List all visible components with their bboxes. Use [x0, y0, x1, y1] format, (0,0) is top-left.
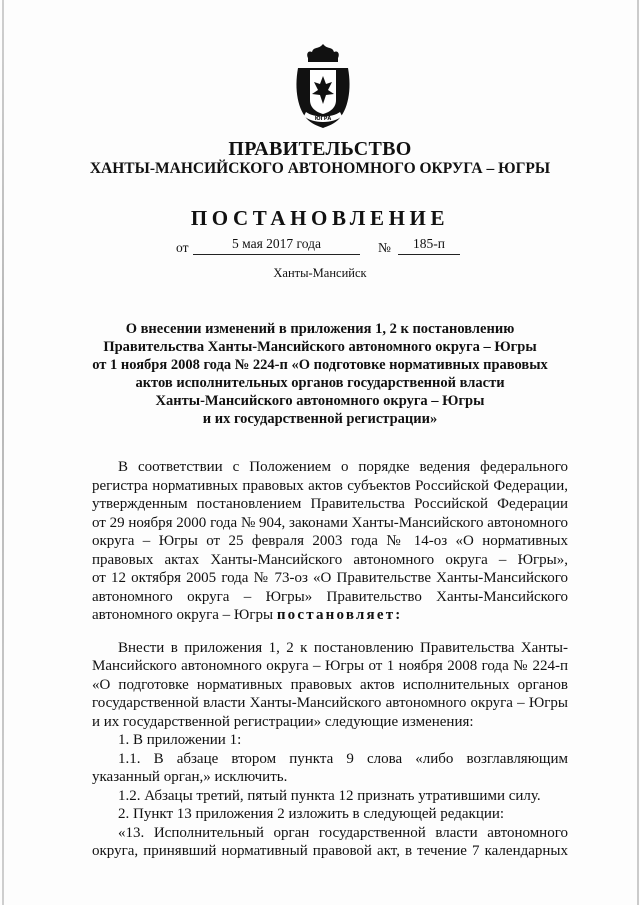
body-line: Внести в приложения 1, 2 к постановлению Правительства Ханты- — [118, 639, 568, 656]
heading-line: Правительства Ханты-Мансийского автономного округа – Югры — [103, 339, 537, 355]
body-line: В соответствии с Положением о порядке ведения федерального — [118, 459, 568, 475]
body-line: регистра нормативных правовых актов субъектов Российской Федерации, — [92, 477, 568, 494]
item-1: 1. В приложении 1: — [118, 732, 242, 748]
document-number: 185-п — [398, 236, 460, 255]
body-line: «О подготовке нормативных правовых актов исполнительных органов — [92, 676, 568, 693]
date-number-line — [0, 236, 640, 258]
scan-edge-left — [2, 0, 4, 905]
resolution-prefix: автономного округа – Югры — [92, 607, 277, 623]
document-heading — [60, 320, 580, 428]
heading-line: Ханты-Мансийского автономного округа – Югры — [155, 393, 485, 409]
body-line: Мансийского автономного округа – Югры от 1 ноября 2008 года № 224-п — [92, 658, 568, 674]
date-prefix: от — [176, 240, 189, 255]
document-type: ПОСТАНОВЛЕНИЕ — [190, 206, 450, 230]
body-line: утвержденным постановлением Правительства Российской Федерации — [92, 496, 568, 512]
body-line: правовых актах Ханты-Мансийского автономного округа – Югры», — [92, 551, 568, 568]
resolution-word: постановляет: — [276, 607, 403, 623]
body-line: округа – Югры от 25 февраля 2003 года № 14-оз «О нормативных — [92, 533, 568, 549]
emblem-ribbon-text: ЮГРА — [314, 116, 332, 122]
scan-edge-right — [637, 0, 639, 905]
number-sign: № — [378, 240, 391, 255]
heading-line: от 1 ноября 2008 года № 224-п «О подготовке нормативных правовых — [92, 357, 548, 373]
item-13: «13. Исполнительный орган государственной власти автономного — [118, 824, 568, 841]
document-body — [92, 458, 568, 861]
item-1-1: 1.1. В абзаце втором пункта 9 слова «либо возглавляющим — [118, 750, 568, 767]
coat-of-arms-emblem — [288, 40, 358, 132]
government-title: ПРАВИТЕЛЬСТВО — [228, 138, 412, 160]
heading-line: и их государственной регистрации» — [202, 411, 438, 427]
body-line: и их государственной регистрации» следующие изменения: — [92, 713, 474, 730]
item-1-1-cont: указанный орган,» исключить. — [92, 769, 288, 785]
heading-line: О внесении изменений в приложения 1, 2 к постановлению — [125, 321, 515, 337]
body-line: автономного округа – Югры» Правительство Ханты-Мансийского — [92, 588, 568, 605]
document-date: 5 мая 2017 года — [193, 236, 360, 255]
item-2: 2. Пункт 13 приложения 2 изложить в следующей редакции: — [118, 806, 505, 822]
heading-line: актов исполнительных органов государственной власти — [135, 375, 505, 391]
item-1-2: 1.2. Абзацы третий, пятый пункта 12 признать утратившими силу. — [118, 787, 541, 804]
item-13-cont: округа, принявший нормативный правовой акт, в течение 7 календарных — [92, 843, 568, 859]
city-name: Ханты-Мансийск — [273, 266, 367, 280]
body-line: от 12 октября 2005 года № 73-оз «О Правительстве Ханты-Мансийского — [92, 570, 568, 586]
body-line-resolution — [92, 606, 568, 625]
body-line: государственной власти Ханты-Мансийского автономного округа – Югры — [92, 695, 568, 711]
region-title: ХАНТЫ-МАНСИЙСКОГО АВТОНОМНОГО ОКРУГА – ЮГРЫ — [89, 160, 551, 177]
body-line: от 29 ноября 2000 года № 904, законами Ханты-Мансийского автономного — [92, 514, 568, 531]
